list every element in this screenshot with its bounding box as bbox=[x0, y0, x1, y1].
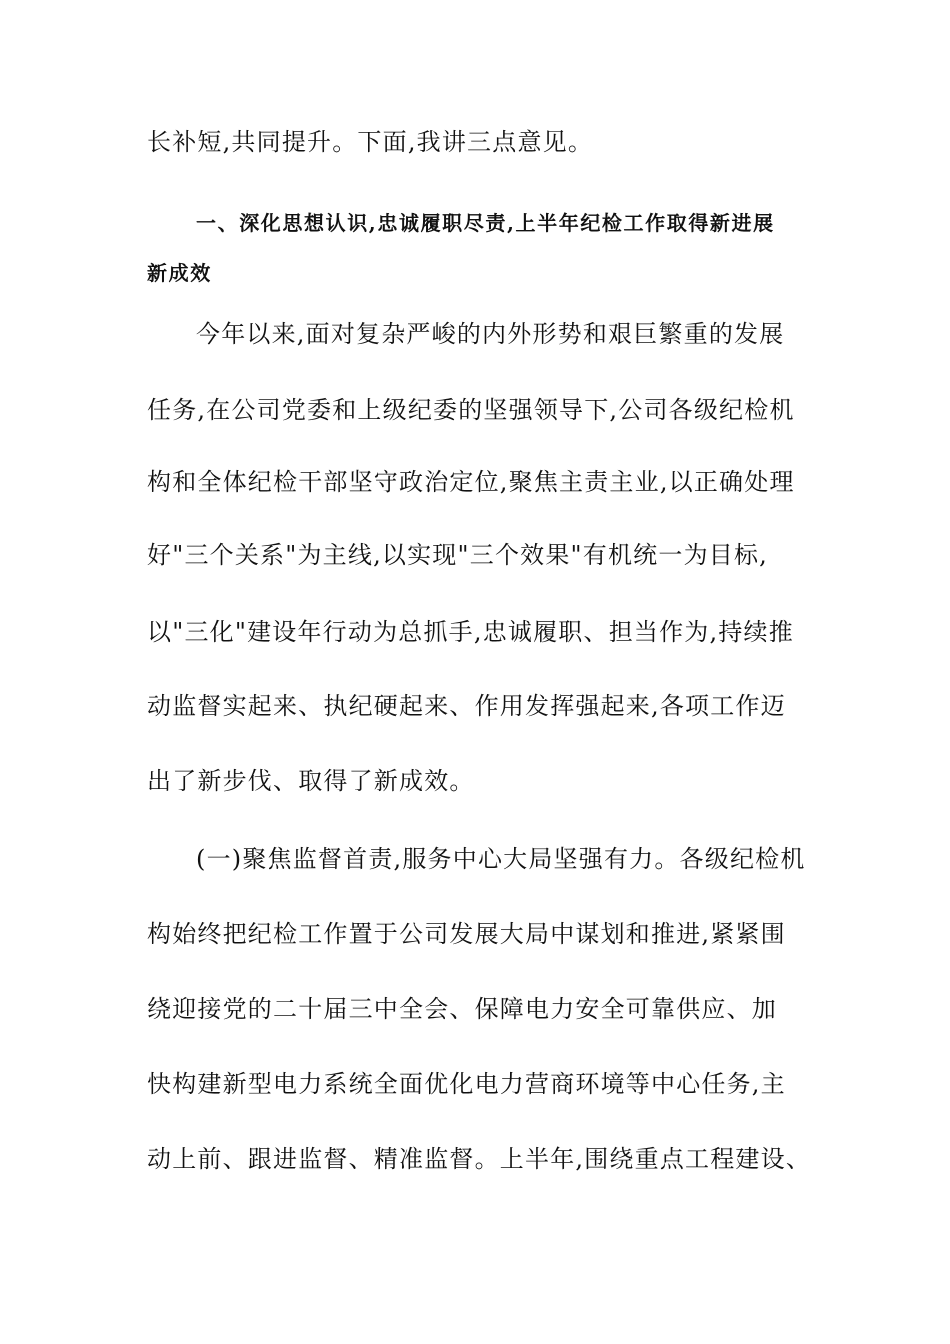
paragraph-2-line-2: 构始终把纪检工作置于公司发展大局中谋划和推进,紧紧围 bbox=[147, 920, 786, 948]
paragraph-2-line-5: 动上前、跟进监督、精准监督。上半年,围绕重点工程建设、 bbox=[147, 1145, 812, 1173]
paragraph-1-line-6: 动监督实起来、执纪硬起来、作用发挥强起来,各项工作迈 bbox=[147, 692, 786, 720]
intro-line: 长补短,共同提升。下面,我讲三点意见。 bbox=[147, 128, 594, 156]
paragraph-1-line-4: 好"三个关系"为主线,以实现"三个效果"有机统一为目标, bbox=[147, 541, 769, 569]
paragraph-2-line-3: 绕迎接党的二十届三中全会、保障电力安全可靠供应、加 bbox=[147, 995, 777, 1023]
paragraph-1-line-2: 任务,在公司党委和上级纪委的坚强领导下,公司各级纪检机 bbox=[147, 396, 795, 424]
paragraph-1-line-3: 构和全体纪检干部坚守政治定位,聚焦主责主业,以正确处理 bbox=[147, 468, 795, 496]
section-heading-line-2: 新成效 bbox=[147, 261, 212, 285]
paragraph-2-line-4: 快构建新型电力系统全面优化电力营商环境等中心任务,主 bbox=[147, 1070, 786, 1098]
paragraph-1-line-1: 今年以来,面对复杂严峻的内外形势和艰巨繁重的发展 bbox=[196, 320, 785, 348]
paragraph-1-line-7: 出了新步伐、取得了新成效。 bbox=[147, 767, 475, 795]
section-heading-line-1: 一、深化思想认识,忠诚履职尽责,上半年纪检工作取得新进展 bbox=[196, 211, 775, 235]
paragraph-2-line-1: (一)聚焦监督首责,服务中心大局坚强有力。各级纪检机 bbox=[196, 845, 806, 873]
paragraph-1-line-5: 以"三化"建设年行动为总抓手,忠诚履职、担当作为,持续推 bbox=[147, 618, 794, 646]
